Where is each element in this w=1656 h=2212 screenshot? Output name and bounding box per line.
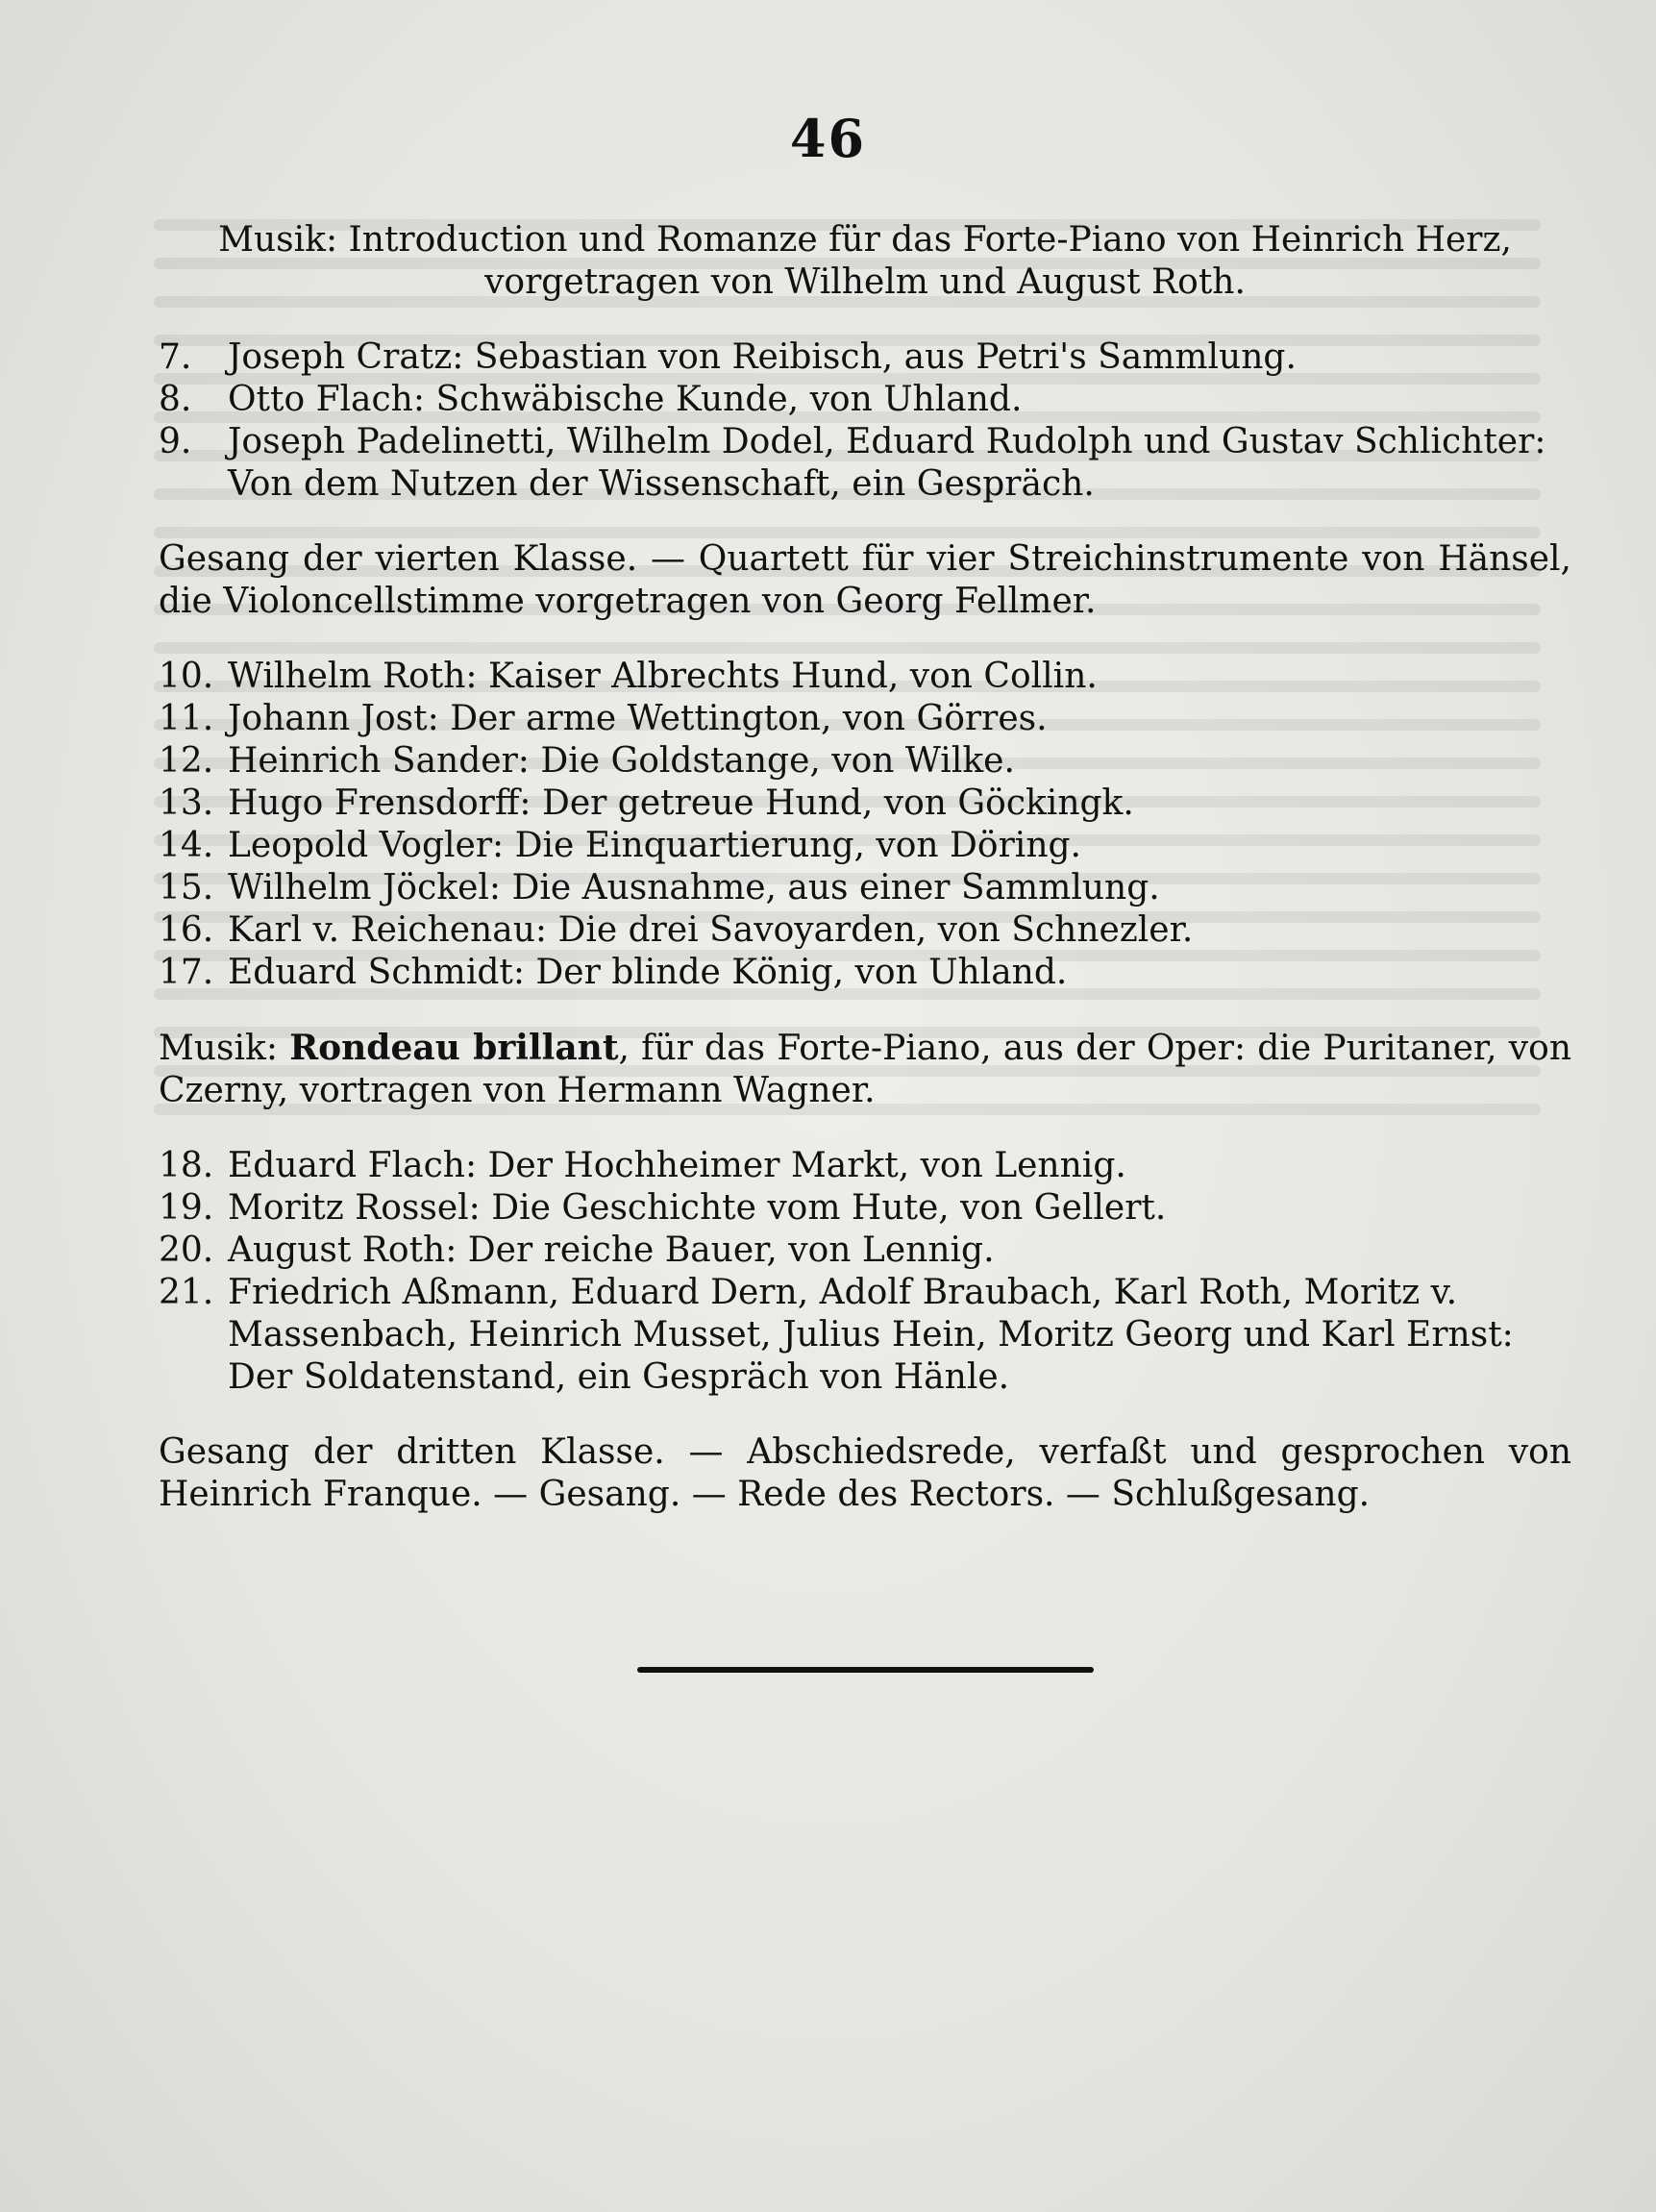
item-number: 9.	[159, 422, 192, 461]
recitation-list-c	[159, 1145, 1571, 1399]
item-text: Eduard Flach: Der Hochheimer Markt, von Lennig.	[228, 1146, 1126, 1185]
list-item	[159, 740, 1571, 783]
list-item	[159, 783, 1571, 825]
item-text: Eduard Schmidt: Der blinde König, von Uhland.	[228, 953, 1068, 992]
list-item	[159, 825, 1571, 867]
list-item	[159, 1145, 1571, 1187]
item-number: 20.	[159, 1230, 214, 1270]
song-fourth-class: Gesang der vierten Klasse. — Quartett für vier Streichinstrumente von Hänsel, die Violoncellstimme vorgetragen von Georg Fellmer.	[159, 539, 1571, 621]
music-entry-line-1: Musik: Introduction und Romanze für das Forte-Piano von Heinrich Herz,	[218, 220, 1512, 260]
list-item	[159, 656, 1571, 698]
list-item	[159, 1187, 1571, 1230]
item-number: 12.	[159, 741, 214, 781]
list-item	[159, 421, 1571, 506]
list-item	[159, 698, 1571, 740]
item-number: 18.	[159, 1146, 214, 1185]
item-number: 21.	[159, 1273, 214, 1312]
item-text: Leopold Vogler: Die Einquartierung, von Döring.	[228, 826, 1081, 865]
music-entry-czerny	[159, 1027, 1571, 1112]
item-number: 13.	[159, 783, 214, 823]
item-number: 15.	[159, 868, 214, 907]
item-text: Heinrich Sander: Die Goldstange, von Wilke.	[228, 741, 1015, 781]
item-text: Moritz Rossel: Die Geschichte vom Hute, von Gellert.	[228, 1188, 1167, 1228]
list-item	[159, 867, 1571, 909]
page-number: 46	[789, 108, 867, 169]
item-text: Friedrich Aßmann, Eduard Dern, Adolf Braubach, Karl Roth, Moritz v. Massenbach, Heinrich Musset, Julius Hein, Moritz Georg und Karl Ernst: Der Soldatenstand, ein Gespräch von Hänle.	[228, 1273, 1514, 1397]
item-number: 17.	[159, 953, 214, 992]
item-text: Hugo Frensdorff: Der getreue Hund, von Göckingk.	[228, 783, 1134, 823]
list-item	[159, 1272, 1571, 1399]
item-text: Joseph Cratz: Sebastian von Reibisch, aus Petri's Sammlung.	[228, 337, 1297, 377]
section-divider-rule	[637, 1667, 1094, 1673]
item-number: 14.	[159, 826, 214, 865]
list-item	[159, 909, 1571, 952]
item-text: Otto Flach: Schwäbische Kunde, von Uhland.	[228, 380, 1023, 419]
item-text: Wilhelm Roth: Kaiser Albrechts Hund, von Collin.	[228, 657, 1098, 696]
music-details: , für das Forte-Piano, aus der Oper: die Puritaner, von Czerny, vortragen von Hermann Wagner.	[159, 1029, 1572, 1110]
recitation-list-a	[159, 336, 1571, 506]
item-text: Johann Jost: Der arme Wettington, von Görres.	[228, 699, 1048, 738]
list-item	[159, 379, 1571, 421]
list-item	[159, 952, 1571, 994]
list-item	[159, 336, 1571, 379]
item-number: 16.	[159, 910, 214, 950]
music-entry-line-2: vorgetragen von Wilhelm und August Roth.	[484, 262, 1246, 302]
recitation-list-b	[159, 656, 1571, 994]
song-third-class: Gesang der dritten Klasse. — Abschiedsrede, verfaßt und gesprochen von Heinrich Franque. — Gesang. — Rede des Rectors. — Schlußgesang.	[159, 1432, 1571, 1514]
item-number: 10.	[159, 657, 214, 696]
item-number: 11.	[159, 699, 214, 738]
item-number: 7.	[159, 337, 192, 377]
program-text	[159, 219, 1571, 1516]
item-number: 19.	[159, 1188, 214, 1228]
item-text: Wilhelm Jöckel: Die Ausnahme, aus einer Sammlung.	[228, 868, 1160, 907]
item-number: 8.	[159, 380, 192, 419]
list-item	[159, 1230, 1571, 1272]
item-text: August Roth: Der reiche Bauer, von Lennig.	[228, 1230, 995, 1270]
music-title: Rondeau brillant	[289, 1028, 619, 1068]
item-text: Karl v. Reichenau: Die drei Savoyarden, von Schnezler.	[228, 910, 1194, 950]
music-entry-herz	[159, 219, 1571, 304]
item-text: Joseph Padelinetti, Wilhelm Dodel, Eduard Rudolph und Gustav Schlichter: Von dem Nutzen der Wissenschaft, ein Gespräch.	[228, 422, 1546, 504]
music-prefix: Musik:	[159, 1029, 290, 1068]
